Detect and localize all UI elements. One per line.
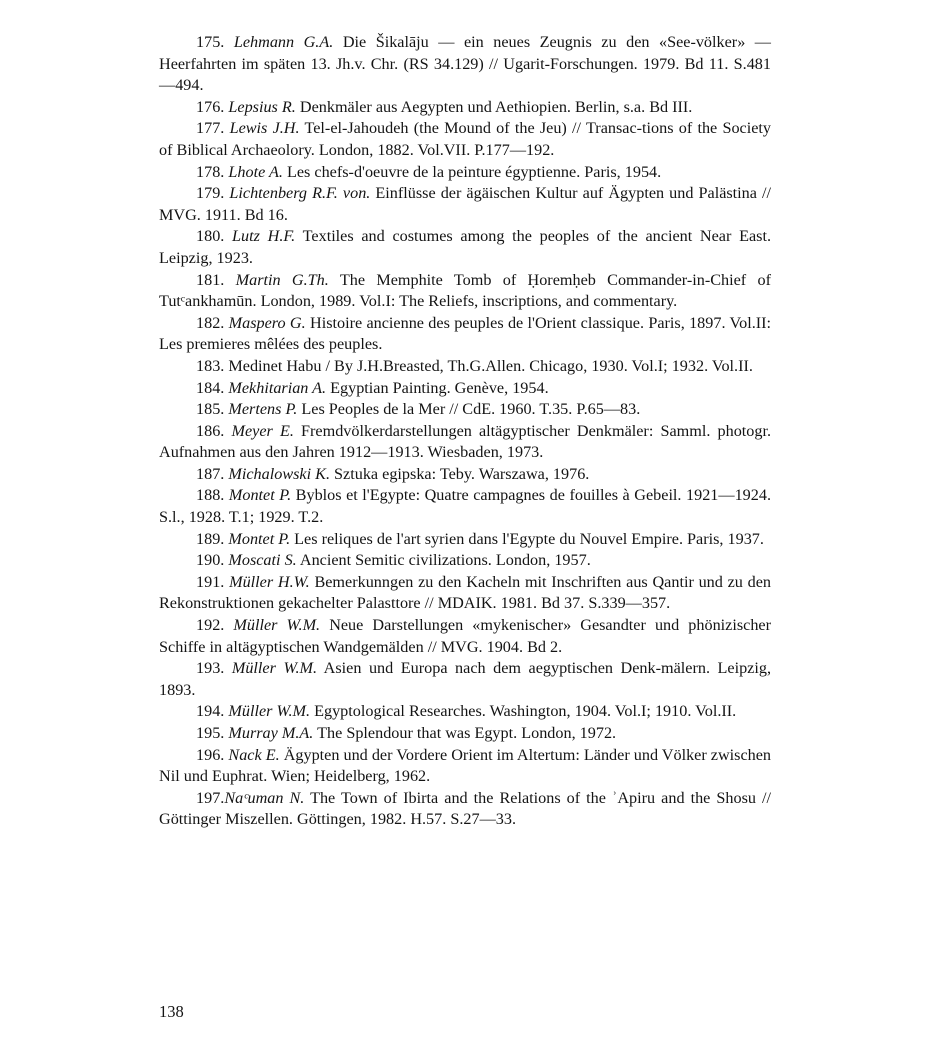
entry-number: 179.	[196, 184, 225, 203]
entry-text: Les reliques de l'art syrien dans l'Egypte du Nouvel Empire. Paris, 1937.	[294, 529, 764, 548]
entry-author: Mekhitarian A.	[228, 378, 327, 397]
entry-number: 177.	[196, 119, 225, 138]
entry-number: 182.	[196, 313, 225, 332]
entry-number: 189.	[196, 529, 225, 548]
entry-number: 193.	[196, 659, 225, 678]
entry-text: Bemerkunngen zu den Kacheln mit Inschriften aus Qantir und zu den Rekonstruktionen gekachelter Palasttore // MDAIK. 1981. Bd 37. S.339—357.	[159, 572, 772, 613]
entry-number: 192.	[196, 616, 225, 635]
entry-author: Lichtenberg R.F. von.	[229, 184, 371, 203]
entry-text: Asien und Europa nach dem aegyptischen Denk-mälern. Leipzig, 1893.	[159, 659, 772, 699]
entry-text: Les Peoples de la Mer // CdE. 1960. T.35. P.65—83.	[301, 400, 641, 419]
entry-text: Sztuka egipska: Teby. Warszawa, 1976.	[334, 464, 590, 483]
entry-number: 196.	[196, 745, 225, 764]
entry-author: Moscati S.	[228, 551, 297, 570]
bibliography-entry	[159, 118, 771, 161]
bibliography-entry	[159, 723, 771, 745]
entry-number: 184.	[196, 378, 225, 397]
bibliography-entry	[159, 32, 771, 97]
entry-author: Müller W.M.	[228, 702, 311, 721]
entry-text: Ancient Semitic civilizations. London, 1957.	[299, 551, 591, 570]
entry-number: 183.	[196, 356, 225, 375]
entry-number: 181.	[196, 270, 225, 289]
entry-number: 190.	[196, 551, 225, 570]
bibliography-entry	[159, 270, 771, 313]
entry-number: 194.	[196, 702, 225, 721]
bibliography-entry	[159, 615, 771, 658]
bibliography-entry	[159, 745, 771, 788]
entry-number: 187.	[196, 464, 225, 483]
entry-number: 175.	[196, 33, 225, 51]
entry-author: Murray M.A.	[228, 724, 314, 742]
entry-text: Tel-el-Jahoudeh (the Mound of the Jeu) // Transac-tions of the Society of Biblical Archaeolory. London, 1882. Vol.VII. P.177—192.	[159, 119, 772, 159]
bibliography-entry	[159, 421, 771, 464]
entry-number: 176.	[196, 97, 225, 116]
entry-author: Lewis J.H.	[229, 119, 300, 138]
bibliography-entry	[159, 226, 771, 269]
bibliography-entry	[159, 356, 771, 378]
entry-text: Denkmäler aus Aegypten und Aethiopien. Berlin, s.a. Bd III.	[299, 97, 693, 116]
entry-text: Egyptological Researches. Washington, 1904. Vol.I; 1910. Vol.II.	[314, 702, 737, 721]
bibliography-entry	[159, 485, 771, 528]
bibliography-entry	[159, 464, 771, 486]
entry-text: Egyptian Painting. Genève, 1954.	[330, 378, 549, 397]
entry-text: Textiles and costumes among the peoples of the ancient Near East. Leipzig, 1923.	[159, 227, 771, 267]
entry-author: Meyer E.	[231, 421, 294, 440]
entry-number: 178.	[196, 162, 225, 181]
bibliography-entry	[159, 572, 771, 615]
entry-text: The Memphite Tomb of Ḥoremḥeb Commander-in-Chief of Tutᶜankhamūn. London, 1989. Vol.I: The Reliefs, inscriptions, and commentary.	[159, 270, 771, 311]
page-number: 138	[159, 1002, 184, 1021]
bibliography-entry	[159, 399, 771, 421]
entry-text: Einflüsse der ägäischen Kultur auf Ägypten und Palästina // MVG. 1911. Bd 16.	[159, 184, 772, 224]
entry-author: Montet P.	[228, 529, 291, 548]
entry-author: Lhote A.	[228, 162, 283, 181]
entry-author: Naᶜuman N.	[224, 788, 305, 807]
entry-text: Les chefs-d'oeuvre de la peinture égyptienne. Paris, 1954.	[286, 162, 662, 181]
bibliography-entry	[159, 97, 771, 119]
entry-text: Ägypten und der Vordere Orient im Altertum: Länder und Völker zwischen Nil und Euphrat. Wien; Heidelberg, 1962.	[159, 745, 772, 786]
entry-number: 191.	[196, 572, 225, 591]
entry-text: Die Šikalāju — ein neues Zeugnis zu den «See-völker» — Heerfahrten im späten 13. Jh.v. Chr. (RS 34.129) // Ugarit-Forschungen. 1979. Bd 11. S.481—494.	[159, 33, 771, 95]
entry-author: Mertens P.	[228, 400, 298, 419]
bibliography-entry	[159, 162, 771, 184]
entry-text: Histoire ancienne des peuples de l'Orient classique. Paris, 1897. Vol.II: Les premieres mêlées des peuples.	[159, 313, 772, 354]
bibliography-entry	[159, 788, 771, 831]
entry-number: 188.	[196, 486, 225, 505]
entry-number: 180.	[196, 227, 225, 246]
entry-text: Byblos et l'Egypte: Quatre campagnes de fouilles à Gebeil. 1921—1924. S.l., 1928. T.1; 1929. T.2.	[159, 486, 772, 527]
entry-text: The Town of Ibirta and the Relations of the ʾApiru and the Shosu // Göttinger Miszellen. Göttingen, 1982. H.57. S.27—33.	[159, 788, 771, 829]
entry-author: Martin G.Th.	[235, 270, 329, 289]
entry-author: Müller W.M.	[233, 616, 321, 635]
entry-number: 195.	[196, 724, 225, 742]
entry-author: Lepsius R.	[228, 97, 296, 116]
entry-author: Montet P.	[228, 486, 292, 505]
bibliography-entry	[159, 550, 771, 572]
entry-text: Fremdvölkerdarstellungen altägyptischer Denkmäler: Samml. photogr. Aufnahmen aus den Jahren 1912—1913. Wiesbaden, 1973.	[159, 421, 772, 462]
entry-author: Lehmann G.A.	[233, 33, 334, 51]
entry-author: Lutz H.F.	[232, 227, 296, 246]
entry-text: The Splendour that was Egypt. London, 1972.	[317, 724, 617, 742]
bibliography-entry	[159, 701, 771, 723]
bibliography-entry	[159, 183, 771, 226]
entry-author: Maspero G.	[228, 313, 306, 332]
entry-author: Michalowski K.	[228, 464, 330, 483]
entry-number: 197.	[196, 788, 225, 807]
entry-text: Neue Darstellungen «mykenischer» Gesandter und phönizischer Schiffe in altägyptischen Wandgemälden // MVG. 1904. Bd 2.	[159, 616, 771, 656]
entry-author: Nack E.	[228, 745, 280, 764]
entry-text: Medinet Habu / By J.H.Breasted, Th.G.Allen. Chicago, 1930. Vol.I; 1932. Vol.II.	[228, 356, 753, 375]
bibliography-entry	[159, 378, 771, 400]
entry-number: 186.	[196, 421, 225, 440]
bibliography-list	[159, 32, 771, 831]
entry-number: 185.	[196, 400, 225, 419]
bibliography-entry	[159, 529, 771, 551]
bibliography-entry	[159, 313, 771, 356]
bibliography-entry	[159, 658, 771, 701]
entry-author: Müller W.M.	[231, 659, 318, 678]
entry-author: Müller H.W.	[229, 572, 310, 591]
